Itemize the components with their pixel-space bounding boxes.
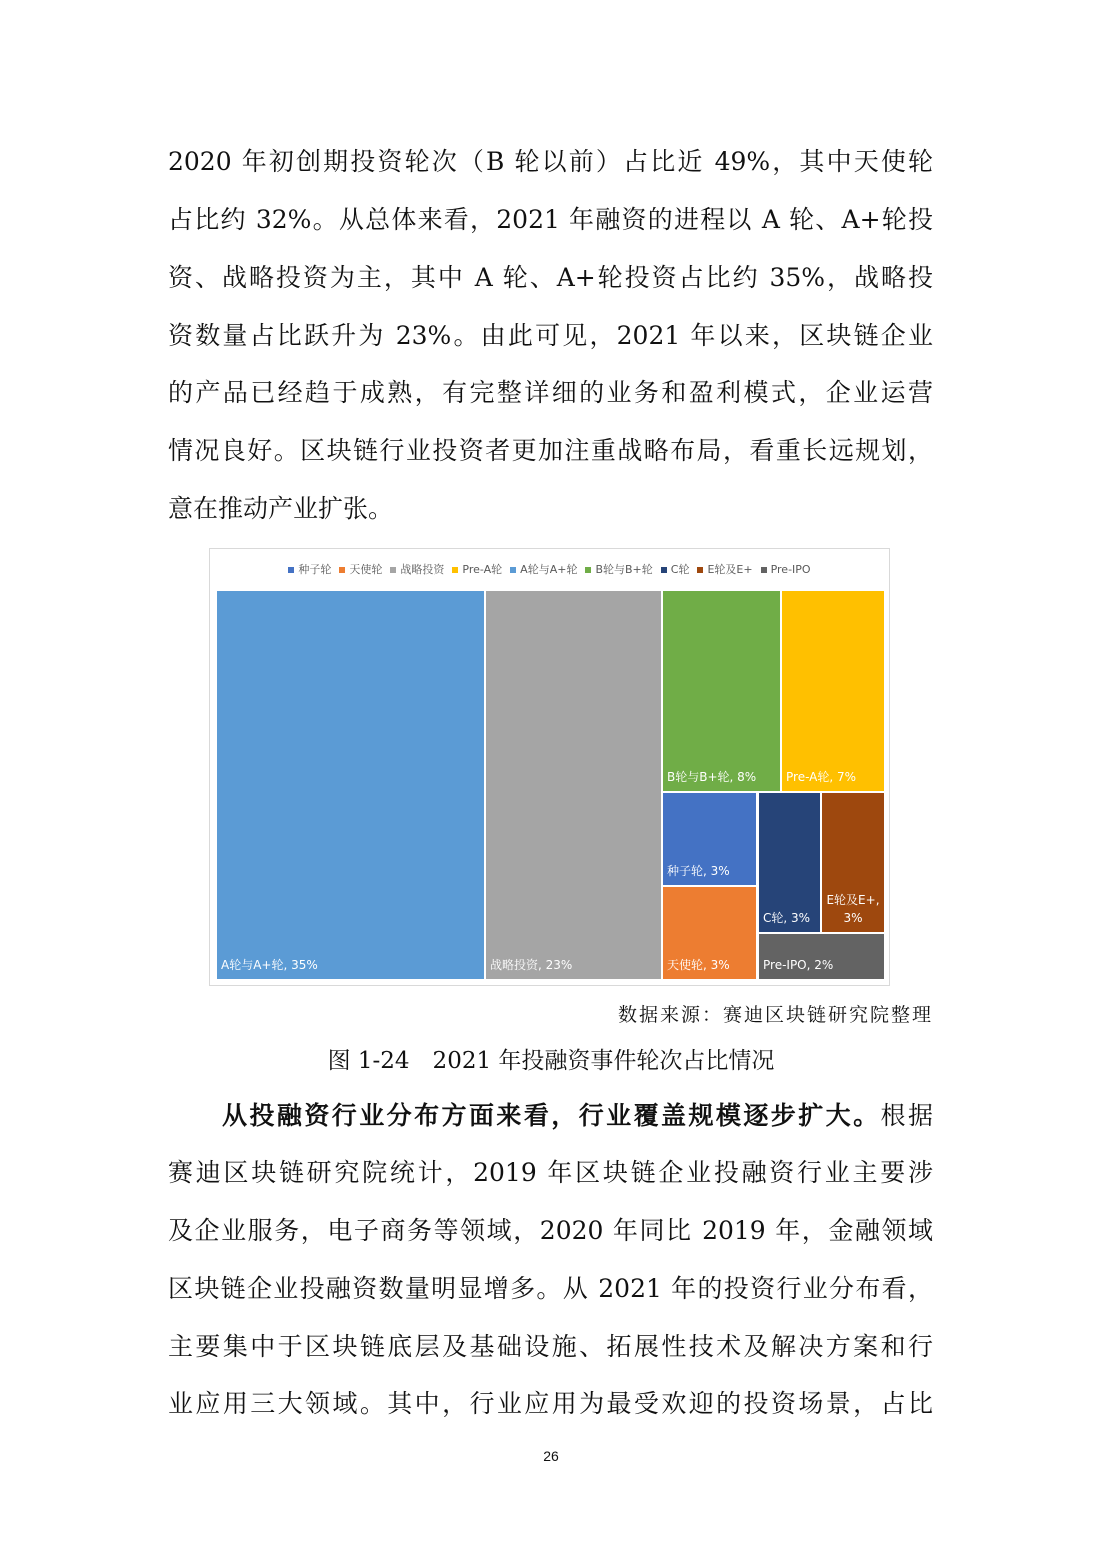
legend-label: 天使轮 (349, 563, 383, 576)
text-line: 区块链企业投融资数量明显增多。从 2021 年的投资行业分布看， (168, 1274, 933, 1303)
text-fragment: 根据 (880, 1101, 933, 1130)
legend-item (339, 563, 382, 576)
treemap-tile (782, 591, 884, 791)
tile-label: E轮及E+, 3% (826, 893, 880, 925)
legend-item (661, 563, 690, 576)
tile-label: 战略投资, 23% (490, 958, 573, 972)
legend-label: A轮与A+轮 (520, 563, 578, 576)
legend-label: C轮 (670, 563, 690, 576)
legend-label: Pre-A轮 (462, 563, 503, 576)
legend-item (390, 563, 444, 576)
legend-label: Pre-IPO (770, 563, 811, 576)
tile-label: Pre-IPO, 2% (763, 958, 834, 972)
chart-legend (210, 561, 889, 577)
legend-label: E轮及E+ (707, 563, 753, 576)
treemap-tile (663, 793, 756, 885)
text-line: 业应用三大领域。其中，行业应用为最受欢迎的投资场景，占比 (168, 1389, 933, 1418)
text-line: 资数量占比跃升为 23%。由此可见，2021 年以来，区块链企业 (168, 321, 933, 350)
text-line: 赛迪区块链研究院统计，2019 年区块链企业投融资行业主要涉 (168, 1158, 933, 1187)
page-number: 26 (543, 1448, 559, 1464)
text-line: 意在推动产业扩张。 (168, 494, 394, 523)
treemap-tile (663, 591, 780, 791)
figure-caption: 图 1-24 2021 年投融资事件轮次占比情况 (327, 1048, 775, 1074)
legend-swatch (452, 567, 458, 573)
legend-swatch (697, 567, 703, 573)
bold-lead: 从投融资行业分布方面来看，行业覆盖规模逐步扩大。 (222, 1101, 881, 1130)
treemap-tile (822, 793, 884, 932)
text-line: 情况良好。区块链行业投资者更加注重战略布局，看重长远规划， (168, 436, 933, 465)
legend-item (761, 563, 811, 576)
data-source: 数据来源：赛迪区块链研究院整理 (617, 1004, 933, 1026)
treemap-chart (209, 548, 890, 986)
tile-label: Pre-A轮, 7% (786, 770, 857, 784)
text-line: 资、战略投资为主，其中 A 轮、A+轮投资占比约 35%，战略投 (168, 263, 933, 292)
tile-label: C轮, 3% (763, 911, 811, 925)
tile-label: B轮与B+轮, 8% (667, 770, 757, 784)
treemap-tile (663, 887, 756, 979)
treemap-tile (486, 591, 661, 979)
legend-item (510, 563, 577, 576)
legend-item (288, 563, 331, 576)
legend-label: 种子轮 (298, 563, 332, 576)
text-line: 占比约 32%。从总体来看，2021 年融资的进程以 A 轮、A+轮投 (168, 205, 933, 234)
legend-label: B轮与B+轮 (595, 563, 653, 576)
tile-label: 种子轮, 3% (667, 864, 730, 878)
tile-label: 天使轮, 3% (667, 958, 730, 972)
tile-label: A轮与A+轮, 35% (221, 958, 318, 972)
legend-swatch (390, 567, 396, 573)
treemap-tile (759, 934, 884, 979)
legend-item (452, 563, 502, 576)
legend-label: 战略投资 (400, 563, 445, 576)
legend-swatch (339, 567, 345, 573)
legend-swatch (510, 567, 516, 573)
text-line: 的产品已经趋于成熟，有完整详细的业务和盈利模式，企业运营 (168, 378, 933, 407)
text-line: 及企业服务，电子商务等领域，2020 年同比 2019 年，金融领域 (168, 1216, 933, 1245)
legend-swatch (585, 567, 591, 573)
legend-swatch (661, 567, 667, 573)
legend-item (697, 563, 752, 576)
text-line (222, 1099, 933, 1133)
text-line: 主要集中于区块链底层及基础设施、拓展性技术及解决方案和行 (168, 1332, 933, 1361)
text-line: 2020 年初创期投资轮次（B 轮以前）占比近 49%，其中天使轮 (168, 147, 933, 176)
treemap-tile (217, 591, 484, 979)
legend-swatch (761, 567, 767, 573)
treemap-tile (759, 793, 820, 932)
legend-item (585, 563, 652, 576)
legend-swatch (288, 567, 294, 573)
